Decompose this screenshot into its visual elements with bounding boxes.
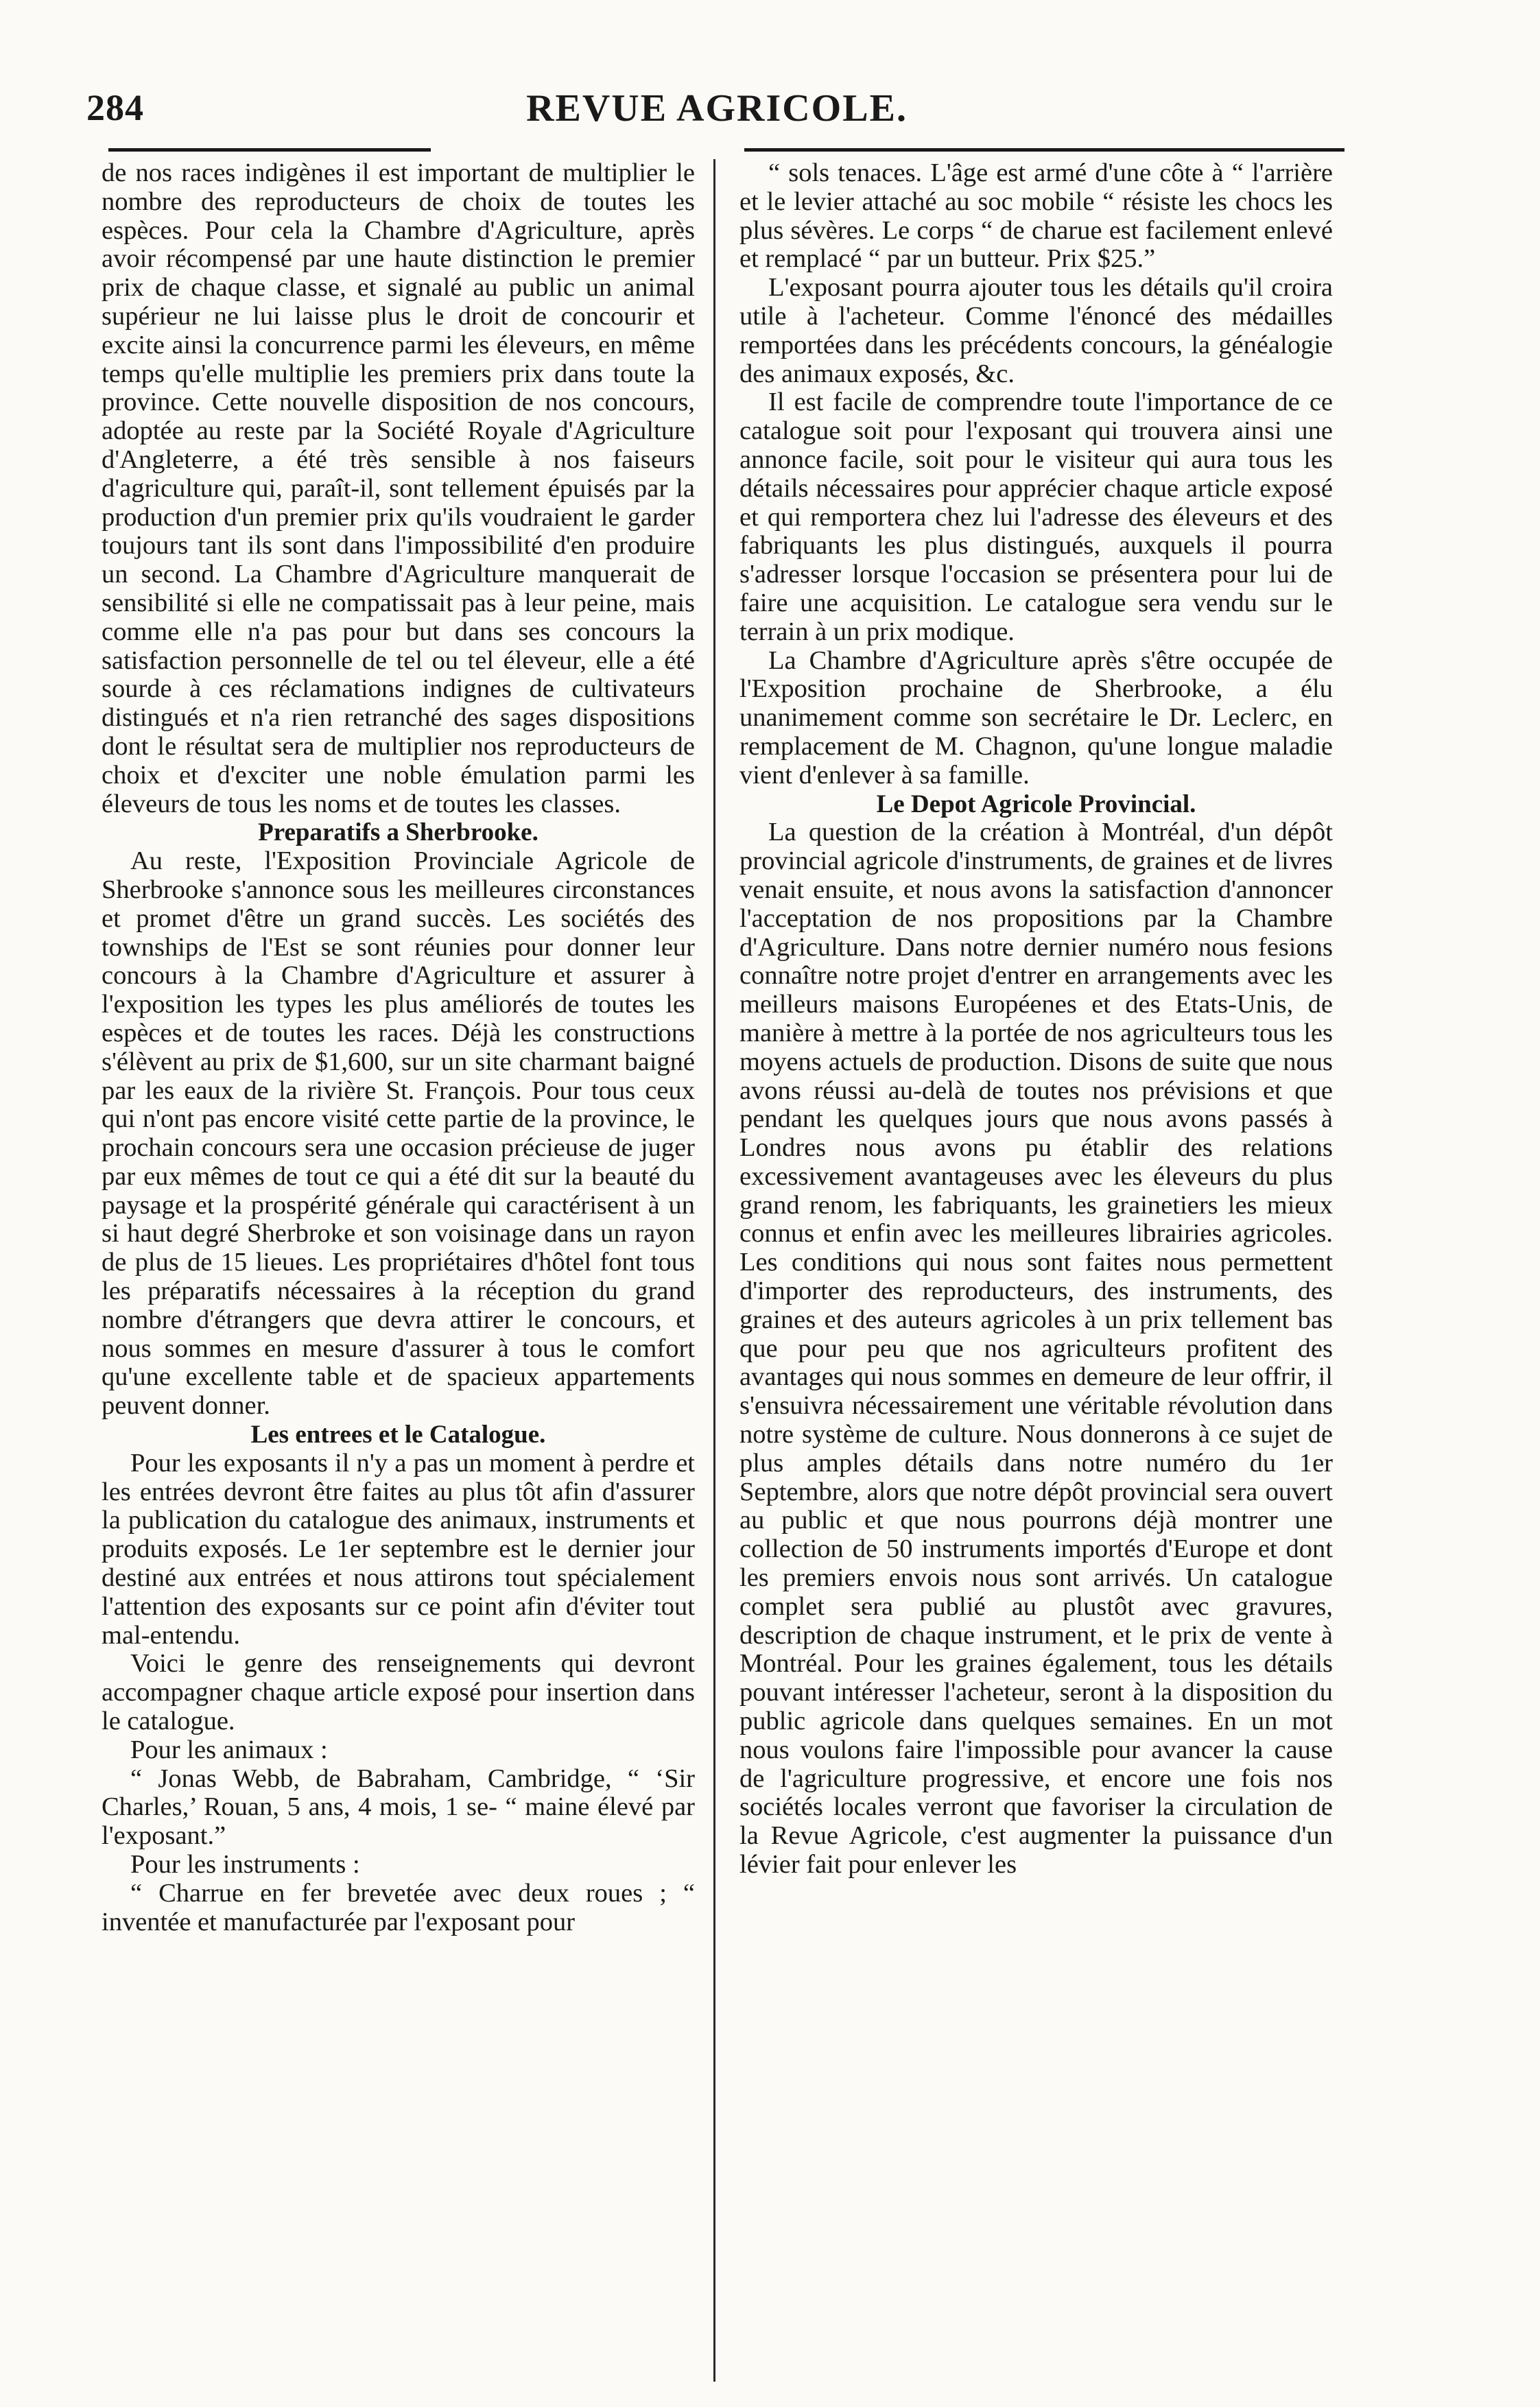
paragraph: Voici le genre des renseignements qui devront accompagner chaque article exposé pour insertion dans le catalogue.	[102, 1649, 695, 1736]
paragraph: Au reste, l'Exposition Provinciale Agricole de Sherbrooke s'annonce sous les meilleures circonstances et promet d'être un grand succès. Les sociétés des townships de l'Est se sont réunies pour donner leur concours à la Chambre d'Agriculture et assurer à l'exposition les types les plus améliorés de toutes les espèces et de toutes les races. Déjà les constructions s'élèvent au prix de $1,600, sur un site charmant baigné par les eaux de la rivière St. François. Pour tous ceux qui n'ont pas encore visité cette partie de la province, le prochain concours sera une occasion précieuse de juger par eux mêmes de tout ce qui a été dit sur la beauté du paysage et la prospérité générale qui caractérisent à un si haut degré Sherbroke et son voisinage dans un rayon de plus de 15 lieues. Les propriétaires d'hôtel font tous les préparatifs nécessaires à la réception du grand nombre d'étrangers que devra attirer le concours, et nous sommes en mesure d'assurer à tous le comfort qu'une excellente table et de spacieux appartements peuvent donner.	[102, 846, 695, 1421]
header-rule-left	[108, 148, 431, 152]
section-heading: Preparatifs a Sherbrooke.	[258, 818, 538, 847]
paragraph: La question de la création à Montréal, d'un dépôt provincial agricole d'instruments, de graines et de livres venait ensuite, et nous avons la satisfaction d'annoncer l'acceptation de nos propositions par la Chambre d'Agriculture. Dans notre dernier numéro nous fesions connaître notre projet d'entrer en arrangements avec les meilleurs maisons Européenes et des Etats-Unis, de manière à mettre à la portée de nos agriculteurs tous les moyens actuels de production. Disons de suite que nous avons réussi au-delà de toutes nos prévisions et que pendant les quelques jours que nous avons passés à Londres nous avons pu établir des relations excessivement avantageuses avec les éleveurs du plus grand renom, les fabriquants, les grainetiers les mieux connus et enfin avec les meilleures librairies agricoles. Les conditions qui nous sont faites nous permettent d'importer des reproducteurs, des instruments, des graines et des auteurs agricoles à un prix tellement bas que pour peu que nos agriculteurs profitent des avantages qui nous sommes en demeure de leur offrir, il s'ensuivra nécessairement une véritable révolution dans notre système de culture. Nous donnerons à ce sujet de plus amples détails dans notre numéro du 1er Septembre, alors que notre dépôt provincial sera ouvert au public et que nous pourrons déjà montrer une collection de 50 instruments importés d'Europe et dont les premiers envois nous sont arrivés. Un catalogue complet sera publié au plustôt avec gravures, description de chaque instrument, et le prix de vente à Montréal. Pour les graines également, tous les détails pouvant intéresser l'acheteur, seront à la disposition du public agricole dans quelques semaines. En un mot nous voulons faire l'impossible pour avancer la cause de l'agriculture progressive, et encore une fois nos sociétés locales verront que favoriser la circulation de la Revue Agricole, c'est augmenter la puissance d'un lévier fait pour enlever les	[739, 818, 1333, 1880]
paragraph: Pour les exposants il n'y a pas un moment à perdre et les entrées devront être faites au plus tôt afin d'assurer la publication du catalogue des animaux, instruments et produits exposés. Le 1er septembre est le dernier jour destiné aux entrées et nous attirons tout spécialement l'attention des exposants sur ce point afin d'éviter tout mal-entendu.	[102, 1448, 695, 1650]
quoted-entry: “ Jonas Webb, de Babraham, Cambridge, “ ‘Sir Charles,’ Rouan, 5 ans, 4 mois, 1 se- “ maine élevé par l'exposant.”	[102, 1764, 695, 1851]
header-rule-right	[744, 148, 1344, 152]
paragraph: Pour les instruments :	[130, 1850, 360, 1880]
paragraph: Il est facile de comprendre toute l'importance de ce catalogue soit pour l'exposant qui trouvera ainsi une annonce facile, soit pour le visiteur qui aura tous les détails nécessaires pour apprécier chaque article exposé et qui remportera chez lui l'adresse des éleveurs et des fabriquants les plus distingués, auxquels il pourra s'adresser lorsque l'occasion se présentera pour lui de faire une acquisition. Le catalogue sera vendu sur le terrain à un prix modique.	[739, 388, 1333, 646]
paragraph: Pour les animaux :	[130, 1735, 328, 1764]
paragraph: La Chambre d'Agriculture après s'être occupée de l'Exposition prochaine de Sherbrooke, a élu unanimement comme son secrétaire le Dr. Leclerc, en remplacement de M. Chagnon, qu'une longue maladie vient d'enlever à sa famille.	[739, 645, 1333, 790]
page-number: 284	[86, 87, 144, 128]
column-divider	[713, 159, 715, 2382]
running-title: REVUE AGRICOLE.	[526, 87, 908, 130]
page-header	[82, 74, 1351, 136]
paragraph: de nos races indigènes il est important de multiplier le nombre des reproducteurs de choix de toutes les espèces. Pour cela la Chambre d'Agriculture, après avoir récompensé par une haute distinction le premier prix de chaque classe, et signalé au public un animal supérieur ne lui laisse plus le droit de concourir et excite ainsi la concurrence parmi les éleveurs, en même temps qu'elle multiplie les premiers prix dans toute la province. Cette nouvelle disposition de nos concours, adoptée au reste par la Société Royale d'Agriculture d'Angleterre, a été très sensible à nos faiseurs d'agriculture qui, paraît-il, sont tellement épuisés par la production d'un premier prix qu'ils voudraient le garder toujours tant ils sont dans l'impossibilité d'en produire un second. La Chambre d'Agriculture manquerait de sensibilité si elle ne compatissait pas à leur peine, mais comme elle n'a pas pour but dans ses concours la satisfaction personnelle de tel ou tel éleveur, elle a été sourde à ces réclamations indignes de cultivateurs distingués et n'a rien retranché des sages dispositions dont le résultat sera de multiplier nos reproducteurs de choix et d'exciter une noble émulation parmi les éleveurs de tous les noms et de toutes les classes.	[102, 158, 695, 818]
quoted-entry: “ sols tenaces. L'âge est armé d'une côte à “ l'arrière et le levier attaché au soc mobile “ résiste les chocs les plus sévères. Le corps “ de charue est facilement enlevé et remplacé “ par un butteur. Prix $25.”	[739, 158, 1333, 274]
left-column	[102, 159, 695, 1936]
quoted-entry: “ Charrue en fer brevetée avec deux roues ; “ inventée et manufacturée par l'exposant pour	[102, 1878, 695, 1936]
paragraph: L'exposant pourra ajouter tous les détails qu'il croira utile à l'acheteur. Comme l'énoncé des médailles remportées dans les précédents concours, la généalogie des animaux exposés, &c.	[739, 273, 1333, 388]
section-heading: Les entrees et le Catalogue.	[250, 1421, 546, 1449]
section-heading: Le Depot Agricole Provincial.	[876, 790, 1196, 818]
right-column	[739, 159, 1333, 1880]
